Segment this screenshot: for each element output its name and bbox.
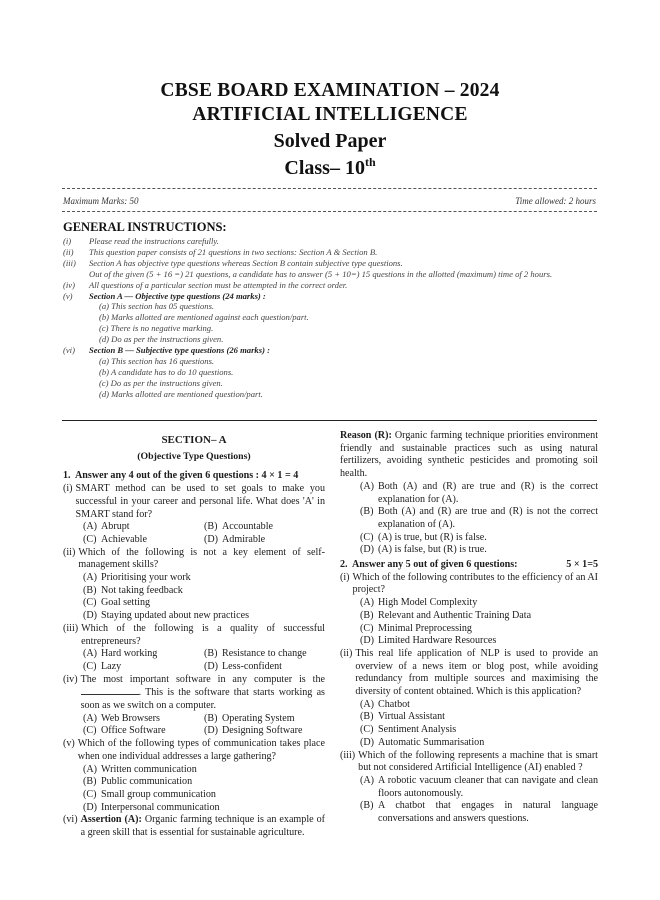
question-text: Which of the following represents a machine that is smart but not considered Artificial Intelligence (AI) enabled ?	[358, 749, 598, 774]
instruction-subitem: (a) This section has 05 questions.	[99, 301, 215, 312]
option-text: A robotic vacuum cleaner that can navigate and clean floors autonomously.	[378, 774, 598, 799]
option	[83, 597, 325, 610]
option	[360, 635, 598, 648]
options-list	[340, 775, 598, 826]
option-label: (B)	[83, 584, 97, 596]
instruction-number: (iv)	[63, 279, 75, 290]
option-label: (C)	[360, 724, 374, 736]
option	[204, 521, 325, 534]
option	[360, 481, 598, 506]
question-header-text: Answer any 4 out of the given 6 questions : 4 × 1 = 4	[75, 470, 299, 482]
option-text: Operating System	[222, 712, 295, 724]
options-grid	[63, 521, 325, 546]
option-label: (A)	[360, 597, 375, 609]
option-label: (D)	[360, 544, 375, 556]
assertion-text: Organic farming technique is an example of a green skill that is essential for sustainable agriculture.	[80, 814, 325, 839]
option-text: Automatic Summarisation	[378, 736, 485, 748]
question-number: (v)	[63, 738, 75, 750]
instruction-subitem: (a) This section has 16 questions.	[99, 355, 215, 366]
option-text: Public communication	[101, 776, 193, 788]
instruction-number: (i)	[63, 236, 72, 246]
option-label: (C)	[360, 622, 374, 634]
option-text: Designing Software	[222, 725, 303, 737]
instruction-number: (ii)	[63, 246, 74, 257]
options-list	[340, 699, 598, 750]
option	[204, 713, 325, 726]
reason-block	[340, 430, 598, 481]
reason-label: Reason (R):	[340, 430, 392, 441]
option-text: Interpersonal communication	[101, 801, 220, 813]
instruction-text: All questions of a particular section must be attempted in the correct order.	[89, 279, 348, 290]
options-list	[63, 572, 325, 623]
section-divider	[62, 420, 597, 421]
option	[360, 699, 598, 712]
instruction-continuation: Out of the given (5 + 16 =) 21 questions, a candidate has to answer (5 + 10=) 15 questions in the allotted (maximum) time of 2 hours.	[89, 268, 553, 279]
instruction-item	[63, 258, 598, 269]
option-label: (A)	[83, 572, 98, 584]
option-text: Less-confident	[222, 660, 282, 672]
option-label: (A)	[83, 763, 98, 775]
instruction-item	[63, 236, 598, 247]
dashed-divider-top	[62, 188, 597, 189]
option-label: (C)	[83, 725, 97, 737]
instructions-title: GENERAL INSTRUCTIONS:	[63, 220, 227, 234]
instruction-subitem: (b) Marks allotted are mentioned against each question/part.	[99, 312, 309, 323]
question-2-i	[340, 572, 598, 597]
question-text: This real life application of NLP is used to provide an overview of a news item or blog post, while avoiding redundancy from multiple sources and maximising the diversity of content obtained. Which is this application?	[355, 647, 598, 698]
instruction-text: Please read the instructions carefully.	[89, 236, 219, 246]
question-1-v	[63, 738, 325, 763]
option	[83, 610, 325, 623]
option-text: A chatbot that engages in natural language conversations and answers questions.	[378, 800, 598, 825]
option-label: (D)	[204, 533, 219, 545]
option-label: (B)	[204, 712, 218, 724]
option-text: Both (A) and (R) are true and (R) is the correct explanation for (A).	[378, 480, 598, 505]
option-label: (A)	[83, 712, 98, 724]
option	[360, 506, 598, 531]
option-text: Web Browsers	[101, 712, 160, 724]
option-label: (B)	[360, 800, 374, 812]
question-text: The most important software in any computer is the	[80, 673, 325, 685]
option	[360, 544, 598, 557]
option-label: (C)	[360, 531, 374, 543]
option	[360, 532, 598, 545]
options-list	[340, 597, 598, 648]
option	[83, 585, 325, 598]
option	[83, 776, 325, 789]
question-number: (ii)	[340, 647, 353, 659]
option	[360, 623, 598, 636]
option-label: (D)	[360, 635, 375, 647]
option	[83, 534, 204, 547]
question-text: Which of the following contributes to the efficiency of an AI project?	[352, 571, 598, 596]
option-text: Prioritising your work	[101, 572, 191, 584]
option-label: (D)	[360, 736, 375, 748]
option	[83, 725, 204, 738]
instruction-item	[63, 247, 598, 258]
question-number: (iv)	[63, 673, 78, 685]
option-text: Sentiment Analysis	[378, 724, 457, 736]
option-label: (A)	[83, 648, 98, 660]
option-label: (C)	[83, 597, 97, 609]
option-text: Resistance to change	[222, 648, 307, 660]
instruction-number: (vi)	[63, 345, 75, 356]
option	[204, 661, 325, 674]
question-number: (i)	[340, 571, 350, 583]
option-text: Staying updated about new practices	[101, 610, 249, 622]
question-number: (iii)	[340, 749, 356, 761]
option-label: (A)	[360, 698, 375, 710]
section-a-subtitle: (Objective Type Questions)	[137, 450, 251, 462]
instruction-subitem: (b) A candidate has to do 10 questions.	[99, 366, 234, 377]
option-label: (B)	[360, 711, 374, 723]
option-label: (C)	[83, 660, 97, 672]
option	[360, 597, 598, 610]
question-1-i	[63, 483, 325, 521]
option-text: Virtual Assistant	[378, 711, 445, 723]
exam-title: CBSE BOARD EXAMINATION – 2024	[160, 80, 500, 101]
question-number: (iii)	[63, 622, 79, 634]
instruction-text: Section B — Subjective type questions (26 marks) :	[89, 345, 270, 356]
question-number: 2.	[340, 559, 348, 571]
question-number: 1.	[63, 470, 71, 482]
option-label: (C)	[83, 788, 97, 800]
marks-time-row	[63, 196, 596, 206]
instruction-number: (iii)	[63, 257, 76, 268]
instruction-text: Section A has objective type questions whereas Section B contain subjective type questions.	[89, 257, 403, 268]
option	[360, 800, 598, 825]
question-1-iii	[63, 623, 325, 648]
option-text: Limited Hardware Resources	[378, 635, 497, 647]
option-text: Admirable	[222, 533, 266, 545]
question-marks: 5 × 1=5	[566, 559, 598, 571]
option-text: Both (A) and (R) are true and (R) is not the correct explanation of (A).	[378, 506, 598, 530]
option-text: Hard working	[101, 648, 158, 660]
reason-text: Organic farming technique priorities environment friendly and sustainable practices such as using natural fertilizers, avoiding synthetic pesticides and promoting soil health.	[340, 430, 598, 480]
instructions-list	[63, 236, 598, 400]
question-header-text: Answer any 5 out of given 6 questions:	[352, 559, 518, 571]
option-label: (B)	[360, 609, 374, 621]
option	[83, 521, 204, 534]
question-1-ii	[63, 547, 325, 572]
question-1-iv	[63, 674, 325, 713]
option-label: (B)	[204, 648, 218, 660]
question-text: SMART method can be used to set goals to make you successful in your career and personal life. What does 'A' in SMART stand for?	[75, 483, 325, 520]
option	[204, 648, 325, 661]
option-text: High Model Complexity	[378, 597, 478, 609]
subject-title: ARTIFICIAL INTELLIGENCE	[192, 104, 468, 125]
option	[204, 534, 325, 547]
options-grid	[63, 648, 325, 673]
option-label: (D)	[204, 660, 219, 672]
options-list	[340, 481, 598, 557]
option	[83, 789, 325, 802]
option-text: Not taking feedback	[101, 584, 183, 596]
option-text: Relevant and Authentic Training Data	[378, 609, 532, 621]
instruction-text: This question paper consists of 21 questions in two sections: Section A & Section B.	[89, 246, 378, 257]
options-list	[63, 764, 325, 815]
fill-in-blank	[81, 686, 139, 695]
option-text: Achievable	[101, 533, 147, 545]
option	[83, 802, 325, 815]
class-superscript: th	[364, 155, 376, 169]
option-text: Office Software	[101, 725, 166, 737]
question-text: . This is the software that starts working as soon as we switch on a computer.	[80, 687, 325, 712]
option-label: (D)	[204, 725, 219, 737]
left-column	[63, 430, 325, 840]
option	[360, 724, 598, 737]
question-number: (ii)	[63, 546, 76, 558]
option-text: Minimal Preprocessing	[378, 622, 472, 634]
option-label: (C)	[83, 533, 97, 545]
instruction-subitem: (d) Do as per the instructions given.	[99, 334, 224, 345]
instruction-item	[63, 291, 598, 302]
option-label: (A)	[360, 480, 375, 492]
time-allowed: Time allowed: 2 hours	[515, 196, 596, 206]
question-text: Which of the following is a quality of successful entrepreneurs?	[81, 622, 325, 647]
assertion-label: Assertion (A):	[80, 814, 142, 826]
option-text: Chatbot	[378, 698, 410, 710]
options-grid	[63, 713, 325, 738]
instruction-number: (v)	[63, 290, 73, 301]
option	[83, 572, 325, 585]
option-label: (D)	[83, 801, 98, 813]
option-text: Accountable	[222, 521, 274, 533]
instruction-text: Section A — Objective type questions (24 marks) :	[89, 290, 266, 301]
question-2-header	[340, 559, 598, 572]
instruction-item	[63, 280, 598, 291]
option-label: (B)	[204, 521, 218, 533]
option	[83, 764, 325, 777]
max-marks: Maximum Marks: 50	[63, 196, 139, 206]
class-text: Class– 10	[284, 157, 365, 179]
option	[83, 661, 204, 674]
question-1-header	[63, 470, 325, 483]
question-2-ii	[340, 648, 598, 699]
option	[360, 711, 598, 724]
option	[83, 648, 204, 661]
option-text: Small group communication	[101, 788, 216, 800]
option-label: (D)	[83, 610, 98, 622]
option	[360, 610, 598, 623]
instruction-subitem: (c) There is no negative marking.	[99, 323, 214, 334]
option-text: (A) is true, but (R) is false.	[378, 531, 487, 543]
option-text: (A) is false, but (R) is true.	[378, 544, 487, 556]
option-text: Abrupt	[101, 521, 130, 533]
instruction-subitem: (c) Do as per the instructions given.	[99, 377, 223, 388]
question-2-iii	[340, 750, 598, 775]
question-1-vi	[63, 814, 325, 839]
option-text: Goal setting	[101, 597, 151, 609]
option	[204, 725, 325, 738]
dashed-divider-bottom	[62, 211, 597, 212]
option-label: (A)	[360, 774, 375, 786]
instruction-item	[63, 345, 598, 356]
section-a-title: SECTION– A	[161, 434, 227, 446]
option-label: (B)	[83, 776, 97, 788]
option-text: Written communication	[101, 763, 197, 775]
question-number: (i)	[63, 483, 73, 495]
paper-type: Solved Paper	[273, 130, 387, 152]
question-number: (vi)	[63, 814, 78, 826]
option	[83, 713, 204, 726]
instruction-subitem: (d) Marks allotted are mentioned question/part.	[99, 388, 263, 399]
option	[360, 737, 598, 750]
option-label: (B)	[360, 506, 374, 518]
question-text: Which of the following types of communication takes place when one individual addresses a large gathering?	[77, 738, 325, 762]
option	[360, 775, 598, 800]
right-column	[340, 430, 598, 826]
question-text: Which of the following is not a key element of self-management skills?	[78, 546, 325, 571]
option-label: (A)	[83, 521, 98, 533]
class-label	[0, 155, 660, 180]
option-text: Lazy	[101, 660, 122, 672]
